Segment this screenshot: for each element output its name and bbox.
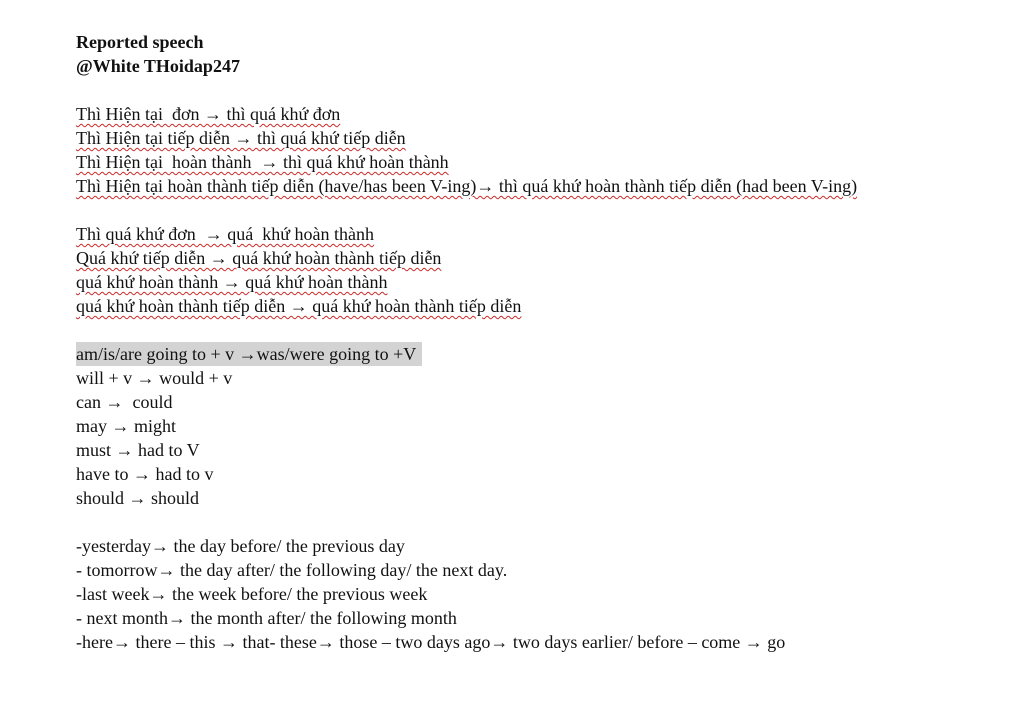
document-title: Reported speech <box>76 32 204 52</box>
blank-line <box>76 198 976 222</box>
modal-rule-line-highlighted <box>76 342 976 366</box>
modal-rule-line: can → could <box>76 392 173 412</box>
blank-line <box>76 510 976 534</box>
blank-line <box>76 78 976 102</box>
past-tense-rule-line: quá khứ hoàn thành → quá khứ hoàn thành <box>76 272 388 292</box>
past-tense-rule-line: Thì quá khứ đơn → quá khứ hoàn thành <box>76 224 374 244</box>
modal-rule-line: have to → had to v <box>76 464 214 484</box>
time-expression-line: - tomorrow→ the day after/ the following day/ the next day. <box>76 560 508 580</box>
blank-line <box>76 318 976 342</box>
time-expression-line: -here→ there – this → that- these→ those – two days ago→ two days earlier/ before – come → go <box>76 632 786 652</box>
modal-rule-line: may → might <box>76 416 176 436</box>
highlighted-text: am/is/are going to + v →was/were going to +V <box>76 342 422 366</box>
past-tense-rule-line: quá khứ hoàn thành tiếp diễn → quá khứ hoàn thành tiếp diễn <box>76 296 522 316</box>
document-page <box>76 30 976 654</box>
tense-rule-line: Thì Hiện tại tiếp diễn → thì quá khứ tiếp diễn <box>76 128 406 148</box>
modal-rule-line: must → had to V <box>76 440 200 460</box>
past-tense-rule-line: Quá khứ tiếp diễn → quá khứ hoàn thành tiếp diễn <box>76 248 442 268</box>
tense-rule-line: Thì Hiện tại hoàn thành tiếp diễn (have/has been V-ing)→ thì quá khứ hoàn thành tiếp diễn (had been V-ing) <box>76 176 858 196</box>
modal-rule-line: will + v → would + v <box>76 368 233 388</box>
modal-rule-line: should → should <box>76 488 200 508</box>
tense-rule-line: Thì Hiện tại đơn → thì quá khứ đơn <box>76 104 341 124</box>
time-expression-line: -last week→ the week before/ the previous week <box>76 584 428 604</box>
tense-rule-line: Thì Hiện tại hoàn thành → thì quá khứ hoàn thành <box>76 152 449 172</box>
time-expression-line: -yesterday→ the day before/ the previous day <box>76 536 405 556</box>
time-expression-line: - next month→ the month after/ the following month <box>76 608 457 628</box>
document-author: @White THoidap247 <box>76 56 240 76</box>
